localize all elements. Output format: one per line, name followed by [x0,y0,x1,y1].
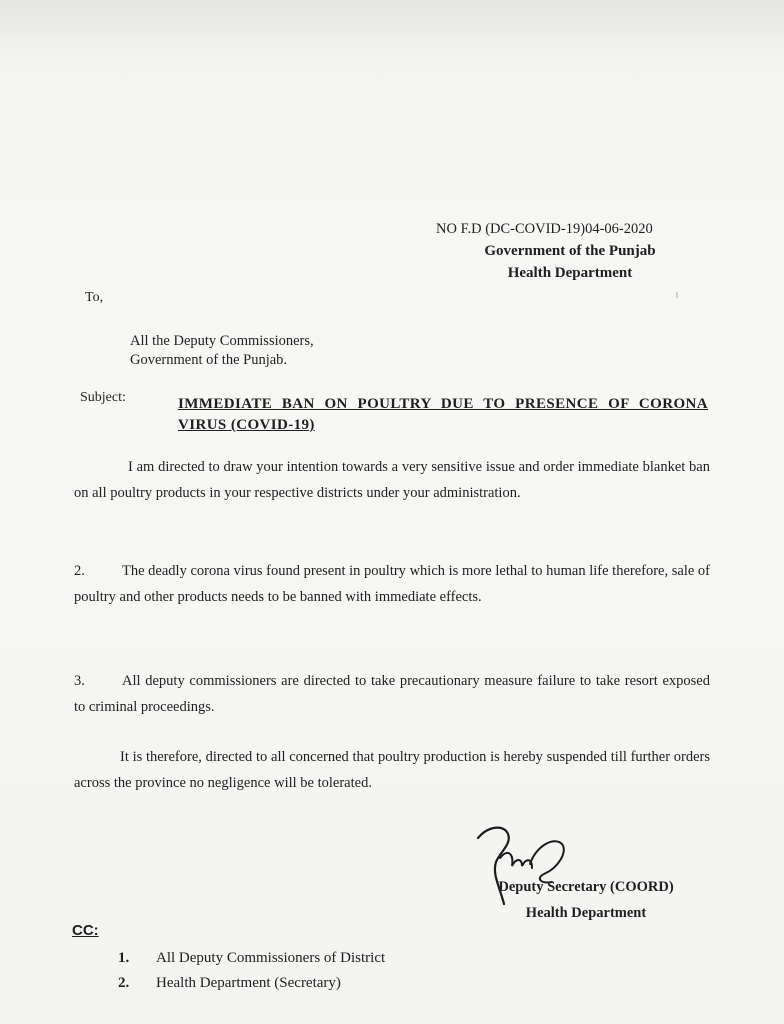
scan-speck [676,292,678,298]
to-label: To, [85,290,104,305]
subject-label: Subject: [80,390,126,405]
paragraph-2-text: The deadly corona virus found present in poultry which is more lethal to human life therefore, sale of poultry and other products needs to be banned with immediate effects. [74,563,710,605]
cc-item-1-number: 1. [118,950,130,966]
paragraph-3 [74,668,710,720]
scan-shadow [0,0,784,60]
paragraph-1 [74,454,710,506]
cc-list [118,946,385,996]
subject-text: IMMEDIATE BAN ON POULTRY DUE TO PRESENCE OF CORONA VIRUS (COVID-19) [178,396,708,433]
government-name: Government of the Punjab [484,243,656,259]
cc-item-2-number: 2. [118,975,130,991]
cc-item-1-text: All Deputy Commissioners of District [156,950,386,966]
paragraph-4 [74,744,710,796]
paragraph-2 [74,558,710,610]
paragraph-3-number: 3. [74,673,85,689]
list-item [118,946,385,971]
recipient-address [130,332,314,370]
paragraph-4-text: It is therefore, directed to all concerned that poultry production is hereby suspended till further orders across the province no negligence will be tolerated. [74,749,710,791]
signature-block [466,874,706,926]
signatory-department: Health Department [525,905,647,921]
reference-number: NO F.D (DC-COVID-19)04-06-2020 [436,221,653,237]
paragraph-2-number: 2. [74,563,85,579]
list-item [118,971,385,996]
signatory-title: Deputy Secretary (COORD) [498,879,674,895]
cc-item-2-text: Health Department (Secretary) [156,975,341,991]
address-line-1: All the Deputy Commissioners, [130,333,314,349]
cc-label: CC: [72,922,99,939]
paragraph-3-text: All deputy commissioners are directed to take precautionary measure failure to take resort exposed to criminal proceedings. [74,673,710,715]
address-line-2: Government of the Punjab. [130,352,288,368]
letter-header [400,218,740,284]
paragraph-1-text: I am directed to draw your intention towards a very sensitive issue and order immediate blanket ban on all poultry products in your respective districts under your administration. [74,459,710,501]
department-name: Health Department [507,265,633,281]
